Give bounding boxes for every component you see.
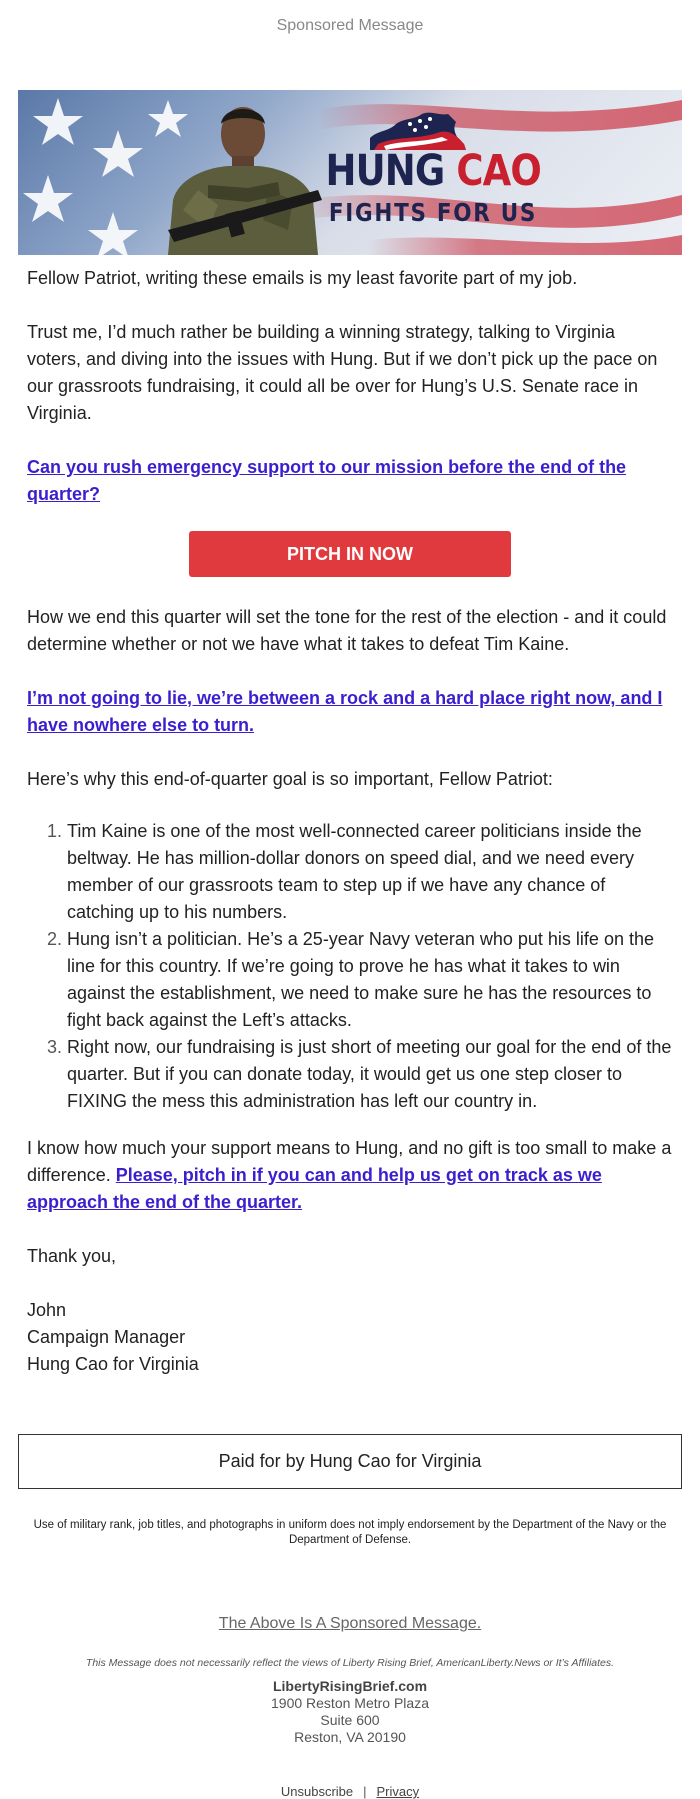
signature-block (27, 1297, 673, 1378)
body-paragraph-3: Here’s why this end-of-quarter goal is so important, Fellow Patriot: (27, 769, 553, 789)
pitch-in-now-button[interactable]: PITCH IN NOW (189, 531, 511, 577)
footer-note: This Message does not necessarily reflect the views of Liberty Rising Brief, AmericanLiberty.News or It’s Affiliates. (85, 1657, 615, 1669)
banner-name (326, 148, 541, 194)
banner-tagline: FIGHTS FOR US (328, 198, 538, 227)
address-line-1: 1900 Reston Metro Plaza (271, 1695, 429, 1711)
star-icon (88, 212, 138, 259)
campaign-banner[interactable] (18, 90, 682, 255)
privacy-link[interactable]: Privacy (376, 1784, 420, 1799)
support-text: I know how much your support means to Hung, and no gift is too small to make a difference. (27, 1138, 672, 1185)
address-line-2: Suite 600 (320, 1712, 380, 1728)
footer-sponsored (0, 1615, 700, 1633)
paid-for-box: Paid for by Hung Cao for Virginia (18, 1434, 682, 1489)
sponsored-message-link[interactable]: The Above Is A Sponsored Message. (218, 1615, 482, 1632)
cta-container (27, 531, 673, 577)
list-item: 1. Tim Kaine is one of the most well-connected career politicians inside the beltway. He has million-dollar donors on speed dial, and we need every member of our grassroots team to step up if we have any chance of catching up to his numbers. (67, 818, 673, 926)
footer-links (0, 1784, 700, 1799)
banner-headline (308, 148, 558, 227)
soldier-photo (168, 107, 322, 255)
signature-org: Hung Cao for Virginia (27, 1354, 199, 1374)
link-paragraph-1 (27, 454, 673, 508)
military-disclaimer: Use of military rank, job titles, and photographs in uniform does not imply endorsement by the Department of the Navy or the Department of Defense. (33, 1519, 667, 1546)
address-line-3: Reston, VA 20190 (294, 1729, 406, 1745)
body-paragraph-2: How we end this quarter will set the tone for the rest of the election - and it could determine whether or not we have what it takes to defeat Tim Kaine. (27, 607, 667, 654)
banner-last-name: CAO (456, 146, 541, 196)
rock-hard-place-link[interactable]: I’m not going to lie, we’re between a rock and a hard place right now, and I have nowhere else to turn. (27, 688, 663, 735)
star-icon (23, 175, 73, 222)
email-body (0, 265, 700, 1378)
emergency-support-link[interactable]: Can you rush emergency support to our mission before the end of the quarter? (27, 457, 627, 504)
list-item: 2. Hung isn’t a politician. He’s a 25-year Navy veteran who put his life on the line for this country. If we’re going to prove he has what it takes to win against the establishment, we need to make sure he has the resources to fight back against the Left’s attacks. (67, 926, 673, 1034)
list-item: 3. Right now, our fundraising is just short of meeting our goal for the end of the quarter. But if you can donate today, it would get us one step closer to FIXING the mess this administration has left our country in. (67, 1034, 673, 1115)
sponsored-message-label: Sponsored Message (276, 17, 424, 34)
pitch-in-link[interactable]: Please, pitch in if you can and help us get on track as we approach the end of the quarter. (27, 1165, 602, 1212)
closing-text: Thank you, (27, 1246, 117, 1266)
footer-site: LibertyRisingBrief.com (272, 1678, 428, 1694)
body-paragraph-4 (27, 1135, 673, 1216)
star-icon (148, 100, 188, 137)
intro-paragraph: Fellow Patriot, writing these emails is my least favorite part of my job. (27, 268, 578, 288)
footer-address (0, 1678, 700, 1746)
footer-separator: | (363, 1784, 367, 1799)
link-paragraph-2 (27, 685, 673, 739)
star-icon (93, 130, 143, 177)
star-icon (33, 98, 83, 145)
unsubscribe-link[interactable]: Unsubscribe (280, 1784, 354, 1799)
banner-first-name: HUNG (325, 146, 445, 196)
signature-name: John (27, 1300, 67, 1320)
signature-title: Campaign Manager (27, 1327, 186, 1347)
reasons-list (67, 818, 673, 1115)
body-paragraph-1: Trust me, I’d much rather be building a winning strategy, talking to Virginia voters, and diving into the issues with Hung. But if we don’t pick up the pace on our grassroots fundraising, it could all be over for Hung’s U.S. Senate race in Virginia. (27, 322, 658, 423)
